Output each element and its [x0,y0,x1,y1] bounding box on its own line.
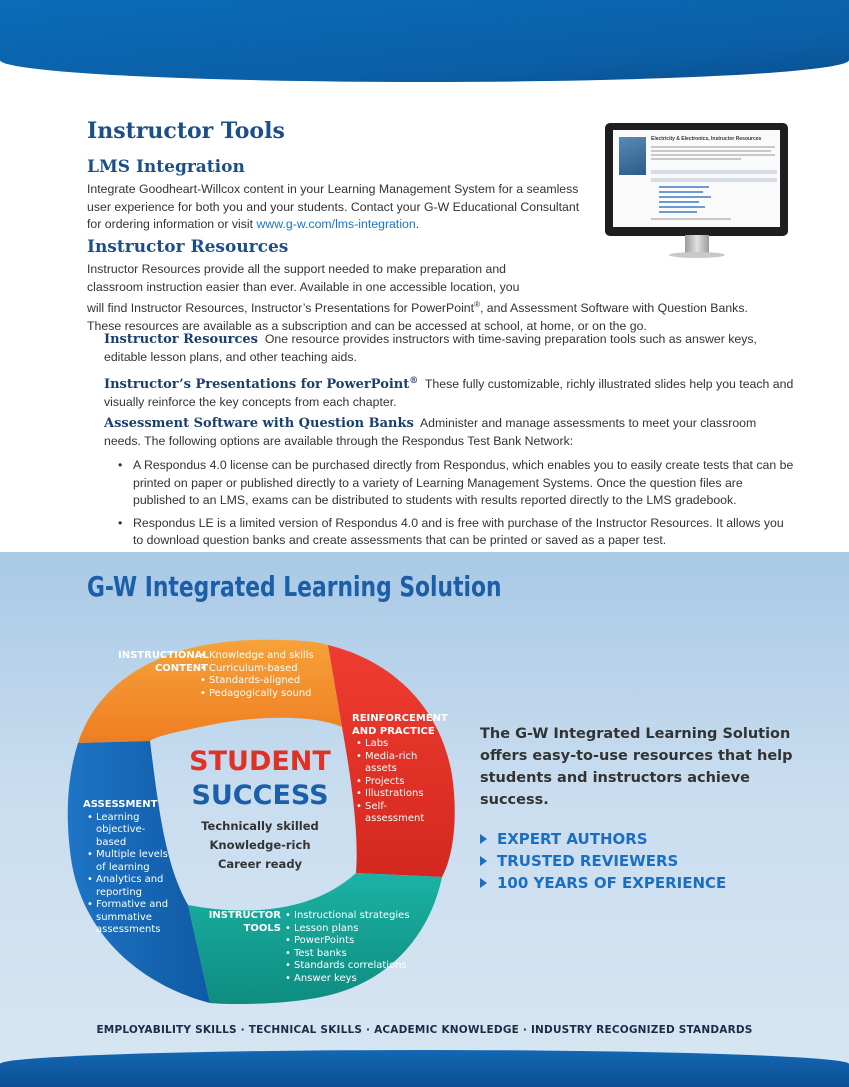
resource-item-head: Instructor Resources [104,332,258,347]
segment-head-line: INSTRUCTIONAL [118,650,209,661]
instructor-resources-heading: Instructor Resources [87,237,289,257]
footer-tagline: EMPLOYABILITY SKILLS · TECHNICAL SKILLS · ACADEMIC KNOWLEDGE · INDUSTRY RECOGNIZED STANDARDS [96,1024,753,1036]
screen-link-line [659,186,709,188]
screen-link-line [659,196,711,198]
list-item: • A Respondus 4.0 license can be purchased directly from Respondus, which enables you to easily create tests that can be printed on paper or published directly to a variety of Learning Management Systems. Once the question files are published to an LMS, exams can be distributed to students with results reported directly to the LMS gradebook. [115,457,795,510]
list-item: • Formative and summative assessments [87,899,180,937]
instructional-content-heading [118,650,208,675]
monitor-screen [605,123,788,236]
segment-head-line: ASSESSMENT [83,799,158,810]
feature-label: 100 YEARS OF EXPERIENCE [497,874,727,892]
page-title: Instructor Tools [87,118,285,144]
book-cover [619,137,646,175]
segment-head-line: INSTRUCTOR [208,910,281,921]
screen-link-line [659,201,699,203]
screen-link-line [659,211,697,213]
lms-heading: LMS Integration [87,157,245,177]
screen-text-line [651,146,775,148]
list-item: • Knowledge and skills [200,650,314,663]
lms-body-text: Integrate Goodheart-Willcox content in your Learning Management System for a seamless user experience for both you and your students. Contact your G-W Educational Consultant for ordering information or visit [87,182,580,231]
instructor-tools-list [285,910,410,985]
feature-list [480,828,726,894]
registered-mark: ® [409,376,419,386]
list-item: • Analytics and reporting [87,874,164,899]
intro-line-3b: , and Assessment Software with Question Banks. [479,301,748,316]
lms-paragraph [87,181,587,234]
list-item: • PowerPoints [285,935,410,948]
feature-label: EXPERT AUTHORS [497,830,648,848]
monitor-stand [685,235,709,253]
intro-line-3a: will find Instructor Resources, Instructor’s Presentations for PowerPoint [87,301,475,316]
lms-end-text: . [415,217,420,231]
screen-content [613,130,780,227]
resource-item-text: These fully customizable, richly illustrated slides help you teach and visually reinforce the key concepts from each chapter. [104,377,794,409]
screen-link-line [659,206,705,208]
screen-title: Electricity & Electronics, Instructor Resources [651,136,762,142]
respondus-options-list [115,457,795,555]
reinforcement-block [352,713,448,826]
intro-line-2: classroom instruction easier than ever. Available in one accessible location, you [87,279,520,294]
list-item: • Answer keys [285,973,410,986]
feature-trusted-reviewers [480,850,726,872]
resource-item-presentations [104,373,794,411]
resource-item-text: Administer and manage assessments to meet your classroom needs. The following options are available through the Respondus Test Bank Network: [104,416,757,448]
monitor-base [669,252,725,258]
monitor-image [605,123,788,263]
lms-integration-link[interactable]: www.g-w.com/lms-integration [256,217,416,231]
segment-head-line: AND PRACTICE [352,725,435,737]
instructional-content-list [200,650,314,700]
resource-item-text: One resource provides instructors with time-saving preparation tools such as answer keys, editable lesson plans, and other teaching aids. [104,332,757,364]
student-success-center [180,745,340,874]
top-banner [0,0,849,82]
list-item: • Self-assessment [356,801,444,826]
screen-text-line [651,150,771,152]
list-item: • Labs [356,738,444,751]
segment-head-line: CONTENT [154,662,208,674]
play-triangle-icon [480,878,487,888]
bottom-banner [0,1050,849,1087]
feature-expert-authors [480,828,726,850]
ils-title: G-W Integrated Learning Solution [87,570,502,603]
segment-head-line: REINFORCEMENT [352,713,448,724]
resource-item-assessment [104,415,794,450]
ils-promo-text: The G-W Integrated Learning Solution offers easy-to-use resources that help students and instructors achieve success. [480,726,793,808]
list-item: • Instructional strategies [285,910,410,923]
screen-text-line [651,158,741,160]
play-triangle-icon [480,834,487,844]
assessment-block [83,799,175,937]
list-item: • Curriculum-based [200,663,314,676]
list-item: • Illustrations [356,788,444,801]
segment-head-line: TOOLS [243,922,281,934]
resource-item-head: Assessment Software with Question Banks [104,416,414,431]
feature-label: TRUSTED REVIEWERS [497,852,679,870]
resource-item-head: Instructor’s Presentations for PowerPoint [104,377,410,393]
intro-line-1: Instructor Resources provide all the support needed to make preparation and [87,262,507,276]
screen-section-bar [651,178,777,182]
registered-mark: ® [474,300,480,309]
list-item: • Learning objective-based [87,812,154,850]
list-item: • Test banks [285,948,410,961]
list-item: • Projects [356,776,444,789]
screen-link-line [659,191,703,193]
list-item: • Standards-aligned [200,675,314,688]
screen-section-bar [651,170,777,174]
center-subline: Knowledge-rich [209,838,311,852]
list-item: • Pedagogically sound [200,688,314,701]
center-subline: Technically skilled [201,819,319,833]
list-item: • Respondus LE is a limited version of Respondus 4.0 and is free with purchase of the Instructor Resources. It allows you to download question banks and create assessments that can be printed or saved as a paper test. [115,515,795,550]
screen-text-line [651,218,731,220]
success-heading: SUCCESS [191,780,329,811]
resources-intro [87,261,807,335]
feature-100-years [480,872,726,894]
screen-text-line [651,154,775,156]
list-item: • Lesson plans [285,923,410,936]
list-item: • Standards correlations [285,960,410,973]
resource-item-instructor-resources [104,331,794,366]
intro-line-4: These resources are available as a subscription and can be accessed at school, at home, or on the go. [87,318,647,333]
instructor-tools-heading [205,910,281,935]
play-triangle-icon [480,856,487,866]
list-item: • Media-rich assets [356,751,425,776]
list-item: • Multiple levels of learning [87,849,174,874]
student-heading: STUDENT [189,746,331,777]
center-subline: Career ready [217,857,303,871]
